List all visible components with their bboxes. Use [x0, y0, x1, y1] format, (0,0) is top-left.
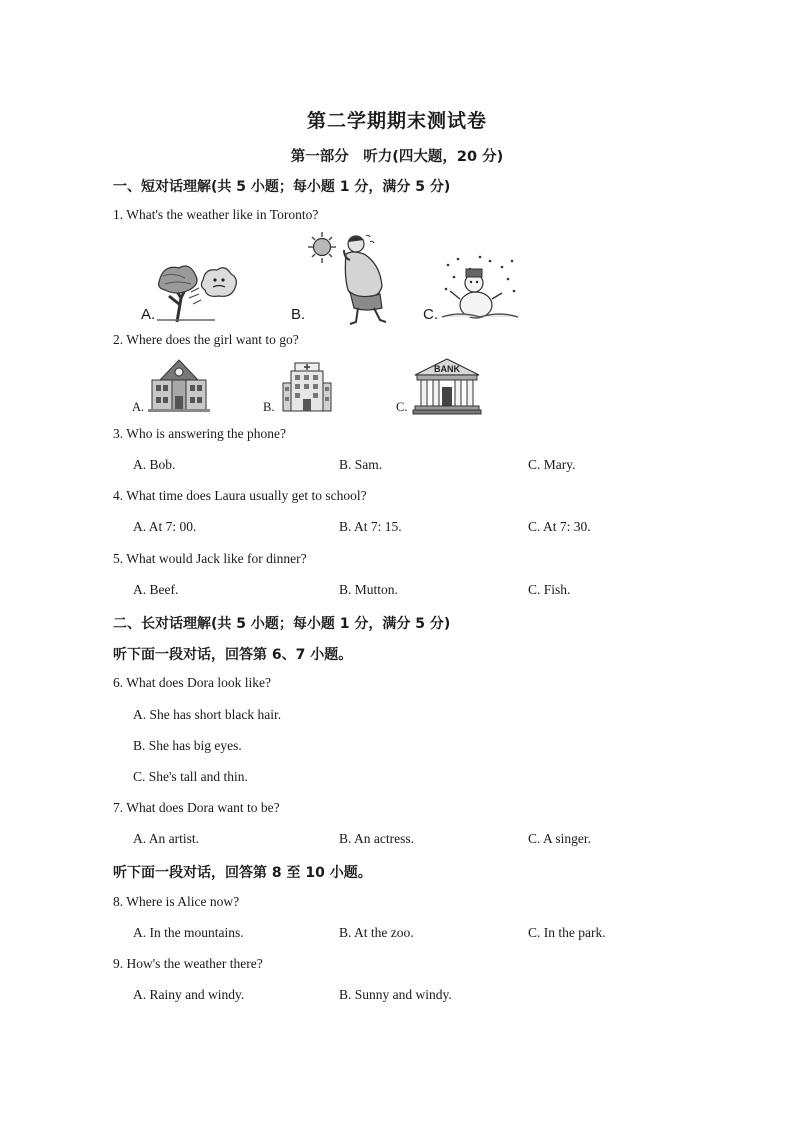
q7-option-b: B. An actress. — [339, 831, 414, 846]
q2-option-a-label: A. — [132, 400, 145, 414]
instruction-q6-7: 听下面一段对话，回答第 6、7 小题。 — [113, 647, 353, 663]
section2-heading: 二、长对话理解(共 5 小题；每小题 1 分，满分 5 分) — [113, 616, 451, 632]
q9-option-a: A. Rainy and windy. — [133, 987, 245, 1002]
part-title: 第一部分 听力(四大题，20 分) — [290, 149, 504, 165]
question-1: 1. What's the weather like in Toronto? — [113, 207, 319, 222]
q4-option-a: A. At 7: 00. — [133, 519, 197, 534]
q3-option-b: B. Sam. — [339, 457, 383, 472]
q8-option-a: A. In the mountains. — [133, 925, 244, 940]
page-title: 第二学期期末测试卷 — [306, 110, 487, 132]
question-3: 3. Who is answering the phone? — [113, 426, 286, 441]
q7-option-c: C. A singer. — [528, 831, 592, 846]
q1-option-a-label: A. — [141, 306, 156, 323]
q6-option-c: C. She's tall and thin. — [133, 769, 248, 784]
windy-tree-cloud-icon — [155, 258, 240, 324]
q4-option-b: B. At 7: 15. — [339, 519, 402, 534]
q5-option-b: B. Mutton. — [339, 582, 398, 597]
instruction-q8-10: 听下面一段对话，回答第 8 至 10 小题。 — [113, 865, 372, 881]
q4-option-c: C. At 7: 30. — [528, 519, 591, 534]
q3-option-a: A. Bob. — [133, 457, 176, 472]
q8-option-b: B. At the zoo. — [339, 925, 414, 940]
question-2: 2. Where does the girl want to go? — [113, 332, 299, 347]
q6-option-b: B. She has big eyes. — [133, 738, 242, 753]
q3-option-c: C. Mary. — [528, 457, 576, 472]
snowman-icon — [440, 255, 520, 321]
q2-option-c-label: C. — [396, 400, 408, 414]
question-5: 5. What would Jack like for dinner? — [113, 551, 307, 566]
q7-option-a: A. An artist. — [133, 831, 199, 846]
question-6: 6. What does Dora look like? — [113, 675, 271, 690]
question-4: 4. What time does Laura usually get to school? — [113, 488, 367, 503]
q6-option-a: A. She has short black hair. — [133, 707, 282, 722]
bank-sign: BANK — [434, 364, 460, 374]
hospital-building-icon — [281, 361, 333, 413]
question-8: 8. Where is Alice now? — [113, 894, 240, 909]
bank-building-icon — [413, 357, 481, 415]
q2-option-b-label: B. — [263, 400, 275, 414]
q9-option-b: B. Sunny and windy. — [339, 987, 452, 1002]
question-7: 7. What does Dora want to be? — [113, 800, 280, 815]
q5-option-c: C. Fish. — [528, 582, 571, 597]
question-9: 9. How's the weather there? — [113, 956, 263, 971]
q1-option-b-label: B. — [291, 306, 306, 323]
sun-hot-man-icon — [308, 230, 396, 326]
school-building-icon — [148, 358, 210, 413]
q5-option-a: A. Beef. — [133, 582, 179, 597]
section1-heading: 一、短对话理解(共 5 小题；每小题 1 分，满分 5 分) — [113, 179, 451, 195]
q8-option-c: C. In the park. — [528, 925, 606, 940]
q1-option-c-label: C. — [423, 306, 438, 323]
